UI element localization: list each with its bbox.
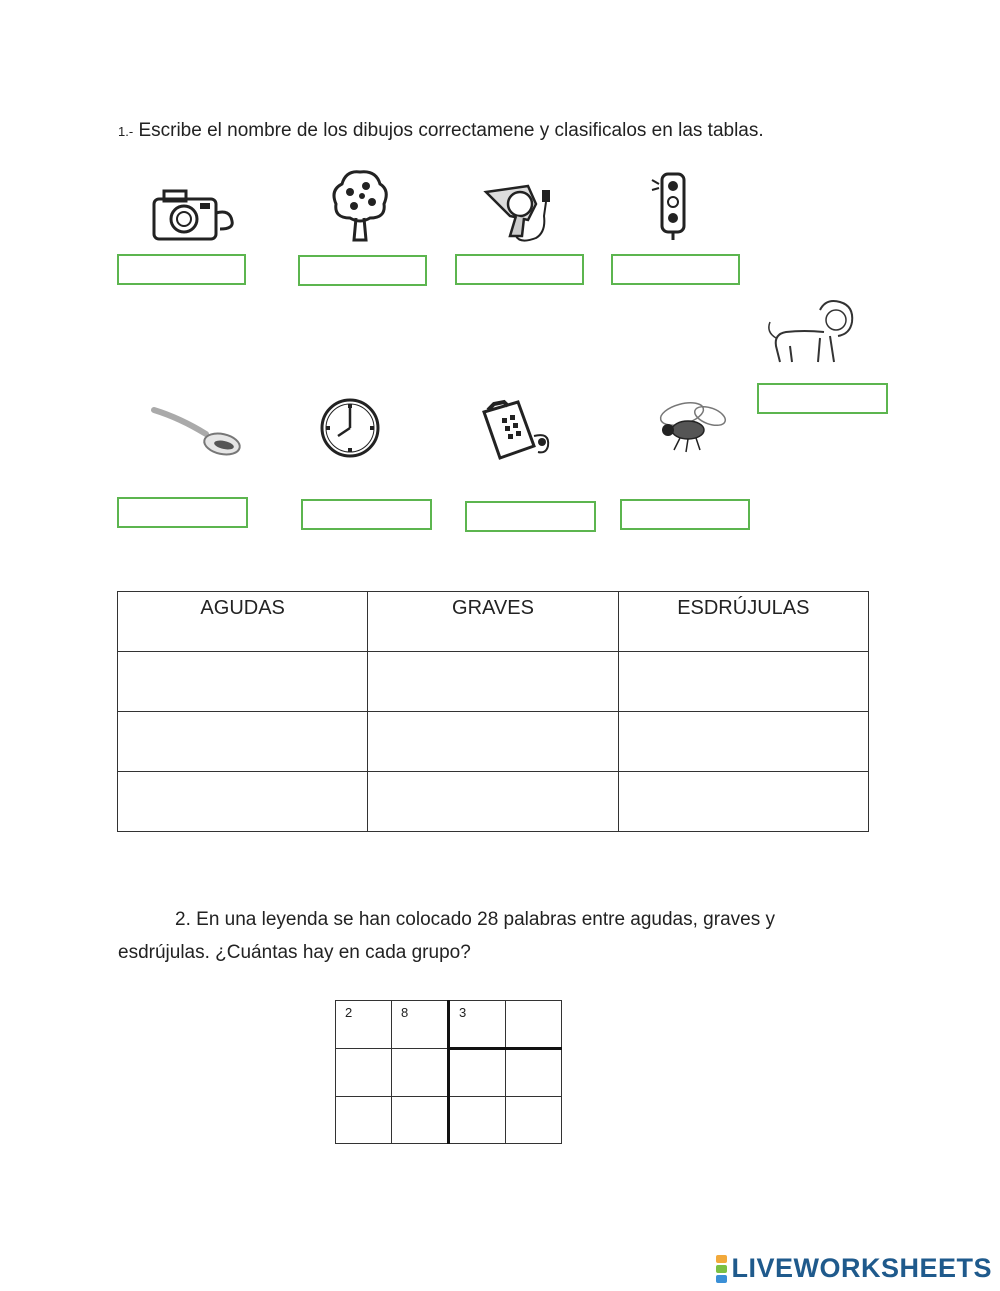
answer-box-fly[interactable] (620, 499, 750, 530)
number-grid (335, 1000, 562, 1144)
clock-icon (318, 396, 382, 460)
table-cell[interactable] (368, 652, 618, 712)
header-agudas: AGUDAS (118, 592, 368, 652)
grid-row (336, 1049, 562, 1097)
lion-icon (764, 296, 860, 368)
grid-cell: 8 (392, 1001, 449, 1049)
classification-table (117, 591, 869, 832)
question-1-text: Escribe el nombre de los dibujos correctamene y clasificalos en las tablas. (138, 120, 764, 141)
logo-text: LIVEWORKSHEETS (731, 1253, 992, 1283)
header-graves: GRAVES (368, 592, 618, 652)
header-esdrujulas: ESDRÚJULAS (618, 592, 868, 652)
table-cell[interactable] (618, 772, 868, 832)
table-cell[interactable] (118, 772, 368, 832)
table-cell[interactable] (118, 652, 368, 712)
grid-cell: 3 (449, 1001, 506, 1049)
grid-cell (506, 1001, 562, 1049)
telephone-icon (478, 396, 558, 464)
table-row (118, 772, 869, 832)
table-header-row (118, 592, 869, 652)
spoon-icon (150, 398, 242, 460)
answer-box-hair-dryer[interactable] (455, 254, 584, 285)
grid-cell[interactable] (392, 1097, 449, 1144)
question-2-text: En una leyenda se han colocado 28 palabras entre agudas, graves y esdrújulas. ¿Cuántas hay en cada grupo? (118, 909, 775, 963)
answer-box-lion[interactable] (757, 383, 888, 414)
table-cell[interactable] (368, 712, 618, 772)
liveworksheets-logo (716, 1253, 992, 1284)
logo-mark-icon (716, 1254, 727, 1284)
table-row (118, 652, 869, 712)
answer-box-traffic-light[interactable] (611, 254, 740, 285)
answer-box-telephone[interactable] (465, 501, 596, 532)
grid-cell[interactable] (506, 1049, 562, 1097)
question-1 (118, 120, 764, 142)
question-2 (118, 903, 838, 969)
traffic-light-icon (650, 170, 695, 242)
grid-row (336, 1001, 562, 1049)
grid-cell[interactable] (449, 1049, 506, 1097)
camera-icon (150, 185, 242, 245)
table-cell[interactable] (368, 772, 618, 832)
hair-dryer-icon (480, 180, 560, 245)
question-2-number: 2. (175, 909, 191, 930)
grid-cell[interactable] (392, 1049, 449, 1097)
grid-cell[interactable] (449, 1097, 506, 1144)
grid-cell[interactable] (336, 1049, 392, 1097)
table-cell[interactable] (118, 712, 368, 772)
grid-cell: 2 (336, 1001, 392, 1049)
grid-cell[interactable] (336, 1097, 392, 1144)
answer-box-clock[interactable] (301, 499, 432, 530)
answer-box-tree[interactable] (298, 255, 427, 286)
table-cell[interactable] (618, 652, 868, 712)
answer-box-camera[interactable] (117, 254, 246, 285)
tree-icon (330, 168, 390, 243)
table-cell[interactable] (618, 712, 868, 772)
grid-cell[interactable] (506, 1097, 562, 1144)
answer-box-spoon[interactable] (117, 497, 248, 528)
table-row (118, 712, 869, 772)
grid-row (336, 1097, 562, 1144)
question-1-number: 1.- (118, 124, 134, 139)
fly-icon (652, 396, 732, 454)
